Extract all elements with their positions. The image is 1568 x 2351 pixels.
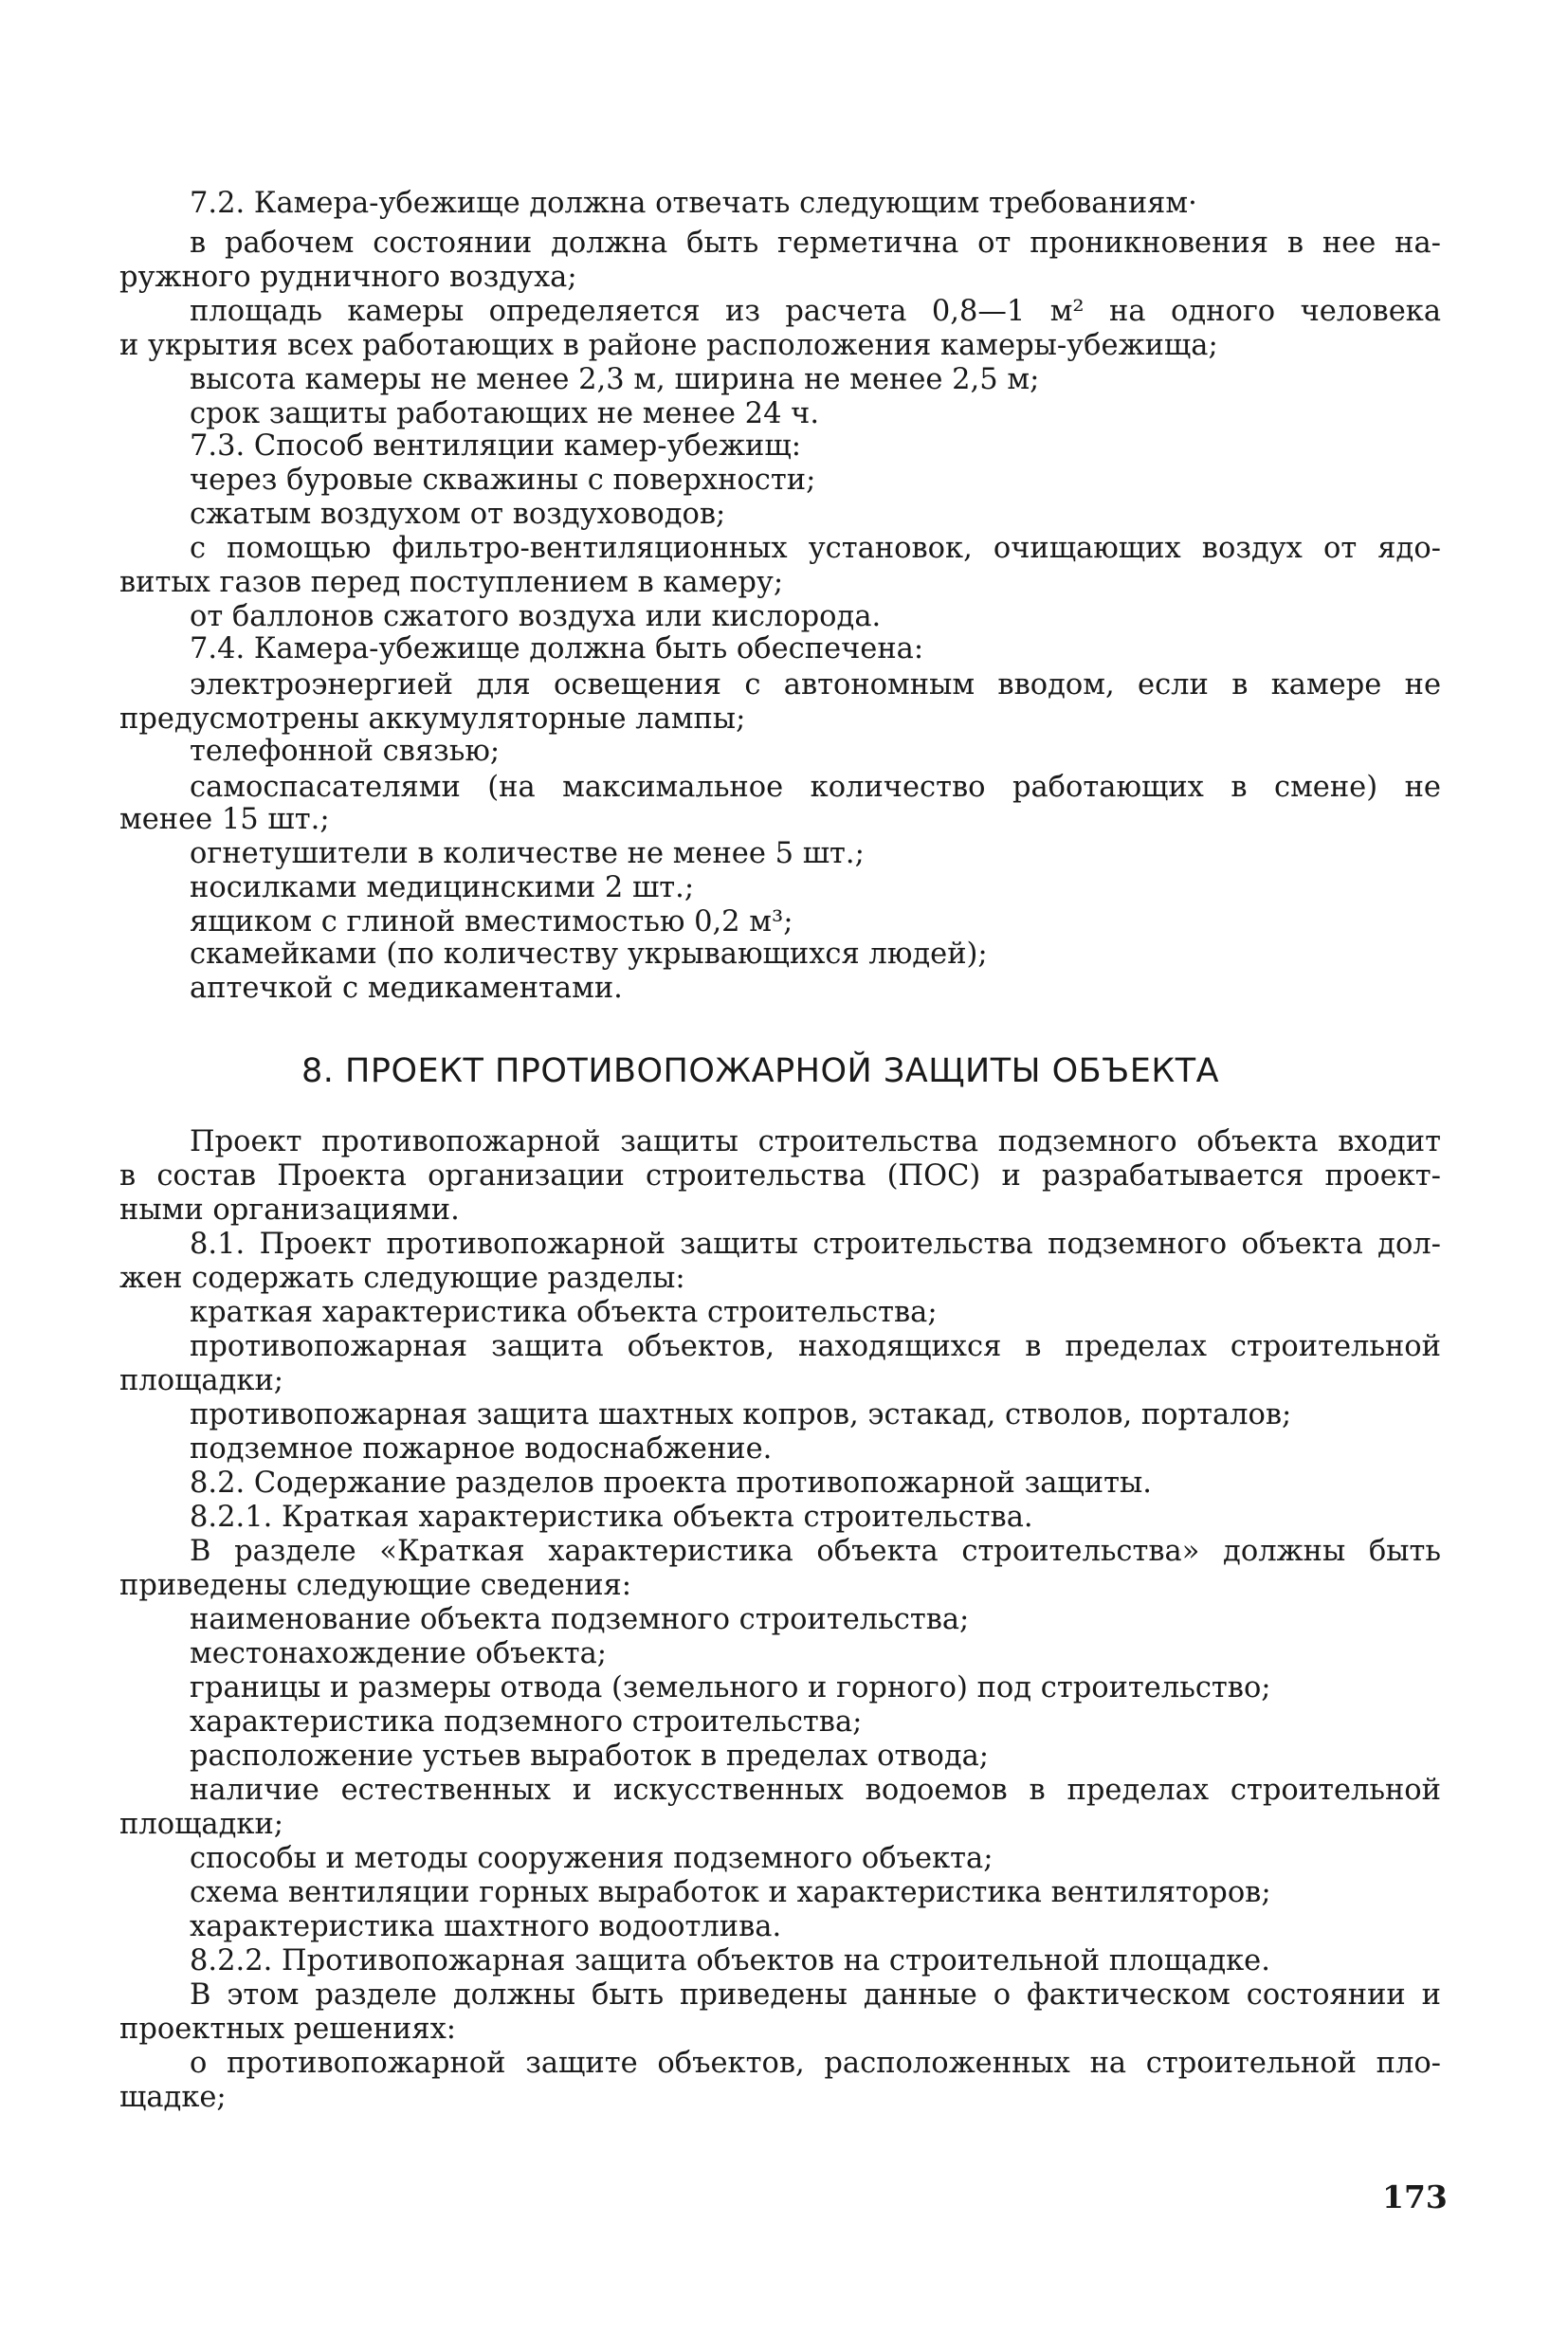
text-line: в рабочем состоянии должна быть герметична от проникновения в нее на- (190, 227, 1441, 260)
text-line: ящиком с глиной вместимостью 0,2 м³; (190, 905, 793, 939)
text-line: 7.4. Камера-убежище должна быть обеспечена: (190, 632, 924, 665)
page-number: 173 (1382, 2178, 1448, 2215)
text-line: краткая характеристика объекта строительства; (190, 1296, 938, 1329)
text-line: 8.2.2. Противопожарная защита объектов на строительной площадке. (190, 1944, 1270, 1977)
text-line: В разделе «Краткая характеристика объекта строительства» должны быть (190, 1535, 1441, 1568)
text-line: высота камеры не менее 2,3 м, ширина не менее 2,5 м; (190, 363, 1040, 396)
text-line: границы и размеры отвода (земельного и горного) под строительство; (190, 1671, 1271, 1704)
text-line: 8.1. Проект противопожарной защиты строительства подземного объекта дол- (190, 1228, 1441, 1261)
text-line: ными организациями. (119, 1194, 460, 1227)
text-line: наименование объекта подземного строительства; (190, 1603, 970, 1636)
text-line: от баллонов сжатого воздуха или кислорода. (190, 600, 882, 633)
text-line: предусмотрены аккумуляторные лампы; (119, 702, 746, 736)
text-line: характеристика шахтного водоотлива. (190, 1910, 782, 1943)
text-line: сжатым воздухом от воздуховодов; (190, 498, 726, 531)
text-line: 7.3. Способ вентиляции камер-убежищ: (190, 429, 801, 463)
text-line: площадки; (119, 1364, 284, 1397)
section-heading: 8. ПРОЕКТ ПРОТИВОПОЖАРНОЙ ЗАЩИТЫ ОБЪЕКТА (301, 1052, 1220, 1090)
text-line: и укрытия всех работающих в районе расположения камеры-убежища; (119, 329, 1218, 362)
text-line: 8.2.1. Краткая характеристика объекта строительства. (190, 1501, 1033, 1534)
text-line: с помощью фильтро-вентиляционных установок, очищающих воздух от ядо- (190, 532, 1441, 565)
text-line: расположение устьев выработок в пределах отвода; (190, 1740, 990, 1773)
text-line: скамейками (по количеству укрывающихся людей); (190, 938, 988, 971)
text-line: местонахождение объекта; (190, 1637, 608, 1670)
text-line: подземное пожарное водоснабжение. (190, 1432, 773, 1466)
text-line: в состав Проекта организации строительства (ПОС) и разрабатывается проект- (119, 1159, 1441, 1193)
text-line: приведены следующие сведения: (119, 1569, 632, 1602)
text-line: Проект противопожарной защиты строительства подземного объекта входит (190, 1125, 1441, 1158)
text-line: аптечкой с медикаментами. (190, 972, 623, 1005)
text-line: противопожарная защита объектов, находящихся в пределах строительной (190, 1330, 1441, 1363)
text-line: характеристика подземного строительства; (190, 1705, 863, 1739)
text-line: щадке; (119, 2081, 227, 2114)
text-line: менее 15 шт.; (119, 803, 330, 836)
text-line: жен содержать следующие разделы: (119, 1262, 685, 1295)
text-line: о противопожарной защите объектов, расположенных на строительной пло- (190, 2047, 1441, 2080)
text-line: 8.2. Содержание разделов проекта противопожарной защиты. (190, 1467, 1152, 1500)
text-line: проектных решениях: (119, 2013, 457, 2046)
text-line: площадь камеры определяется из расчета 0,8—1 м² на одного человека (190, 295, 1441, 328)
text-line: носилками медицинскими 2 шт.; (190, 871, 695, 904)
text-line: площадки; (119, 1808, 284, 1841)
text-line: схема вентиляции горных выработок и характеристика вентиляторов; (190, 1876, 1271, 1909)
text-line: наличие естественных и искусственных водоемов в пределах строительной (190, 1774, 1441, 1807)
text-line: срок защиты работающих не менее 24 ч. (190, 397, 820, 430)
text-line: телефонной связью; (190, 735, 501, 768)
text-line: через буровые скважины с поверхности; (190, 464, 816, 497)
text-line: способы и методы сооружения подземного объекта; (190, 1842, 994, 1875)
text-line: противопожарная защита шахтных копров, эстакад, стволов, порталов; (190, 1398, 1292, 1431)
text-line: В этом разделе должны быть приведены данные о фактическом состоянии и (190, 1978, 1441, 2012)
text-line: электроэнергией для освещения с автономным вводом, если в камере не (190, 668, 1441, 702)
text-line: ружного рудничного воздуха; (119, 261, 577, 294)
text-line: самоспасателями (на максимальное количество работающих в смене) не (190, 771, 1441, 804)
text-line: витых газов перед поступлением в камеру; (119, 566, 784, 599)
text-line: огнетушители в количестве не менее 5 шт.; (190, 837, 865, 870)
text-line: 7.2. Камера-убежище должна отвечать следующим требованиям· (190, 187, 1197, 220)
